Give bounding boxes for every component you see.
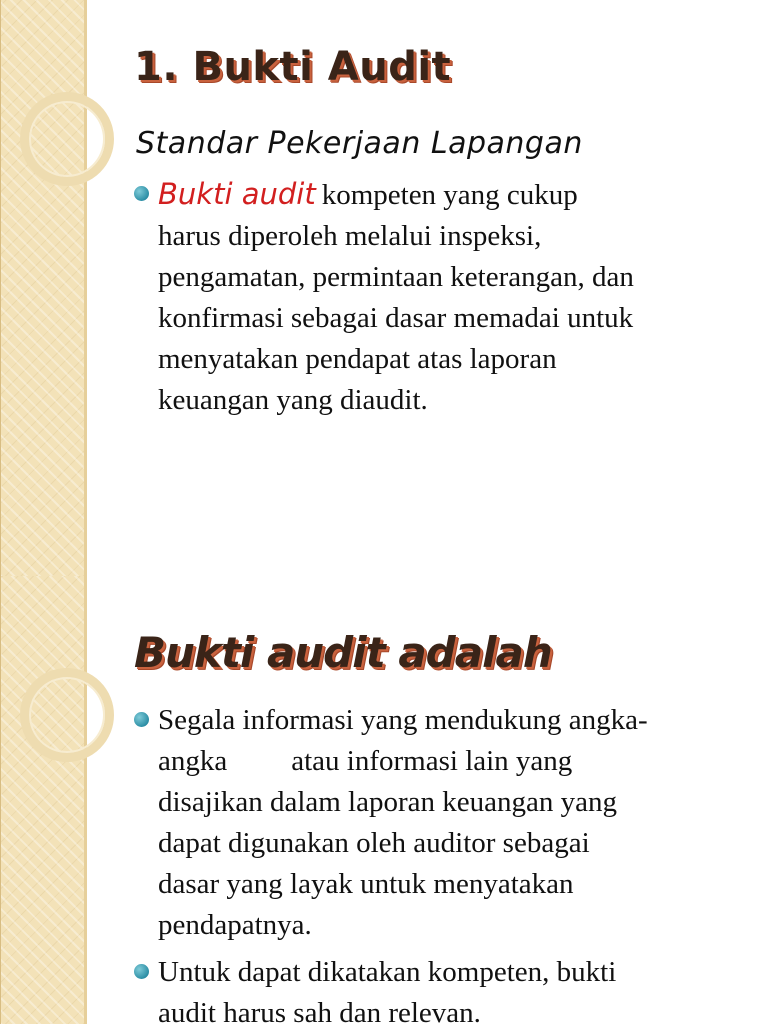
bullet-text: keuangan yang diaudit. [158,384,428,416]
bullet-item [132,700,746,946]
bullet-text: dasar yang layak untuk menyatakan [158,868,574,900]
bullet-text: atau informasi lain yang [291,745,573,777]
bullet-list [132,700,746,1024]
slide-title: Bukti audit adalah [134,628,552,677]
side-band-edge [0,576,1,1024]
decorative-ring [20,668,114,762]
bullet-text: menyatakan pendapat atas laporan [158,343,557,375]
side-band-edge [0,0,1,576]
bullet-text: harus diperoleh melalui inspeksi, [158,220,542,252]
bullet-text: disajikan dalam laporan keuangan yang [158,786,618,818]
decorative-ring [20,92,114,186]
bullet-icon [134,964,149,979]
decorative-side-band [0,576,84,1024]
bullet-text: Untuk dapat dikatakan kompeten, bukti [158,956,617,988]
bullet-icon [134,712,149,727]
bullet-text: konfirmasi sebagai dasar memadai untuk [158,302,634,334]
bullet-text: pengamatan, permintaan keterangan, dan [158,261,634,293]
bullet-text: angka [158,745,228,777]
side-band-divider [84,576,87,1024]
slide-subtitle: Standar Pekerjaan Lapangan [136,126,583,161]
bullet-list [132,174,746,427]
bullet-text: audit harus sah dan relevan. [158,997,481,1024]
decorative-side-band [0,0,84,576]
bullet-item [132,952,746,1024]
bullet-icon [134,186,149,201]
bullet-text: kompeten yang cukup [321,179,578,211]
slide-title: 1. Bukti Audit [134,44,452,90]
bullet-text: dapat digunakan oleh auditor sebagai [158,827,590,859]
slide-2 [0,576,768,1024]
side-band-divider [84,0,87,576]
highlight-term: Bukti audit [158,177,316,211]
bullet-text: pendapatnya. [158,909,312,941]
bullet-item [132,174,746,421]
bullet-text: Segala informasi yang mendukung angka- [158,704,648,736]
